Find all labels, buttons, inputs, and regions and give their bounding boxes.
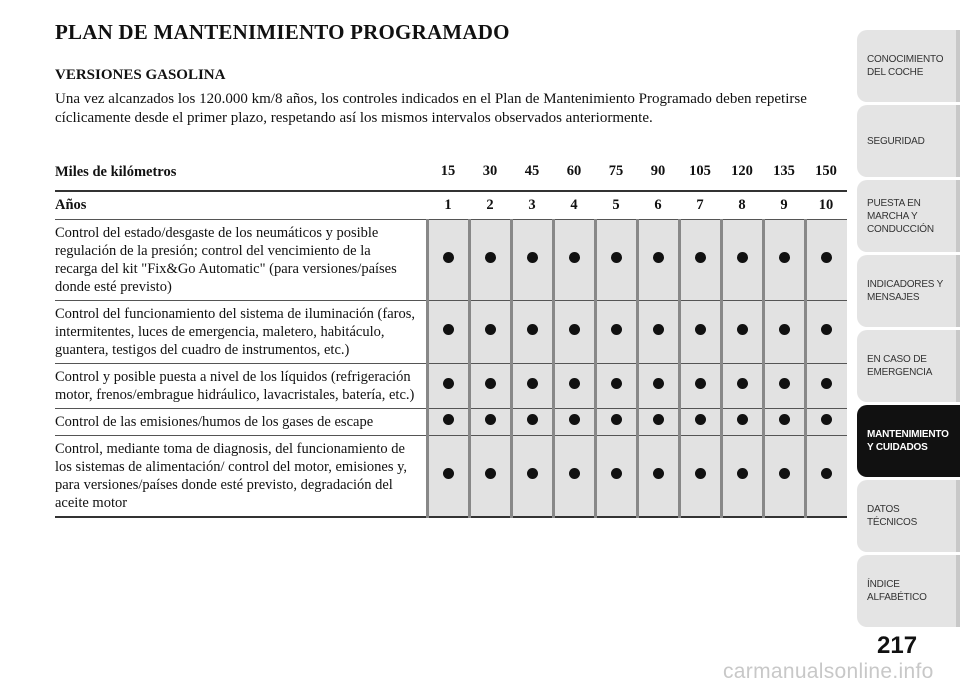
task-cell	[805, 408, 847, 435]
km-header-row	[55, 153, 847, 191]
task-cell	[805, 219, 847, 300]
task-cell	[511, 435, 553, 517]
km-value: 15	[440, 163, 456, 179]
task-cell	[721, 435, 763, 517]
year-value: 10	[805, 191, 847, 219]
check-dot-icon	[653, 414, 664, 425]
chapter-tab[interactable]: PUESTA EN MARCHA Y CONDUCCIÓN	[857, 180, 960, 252]
task-cell	[721, 219, 763, 300]
check-dot-icon	[569, 414, 580, 425]
task-cell	[511, 408, 553, 435]
page-number: 217	[877, 632, 918, 659]
table-row	[55, 408, 847, 435]
check-dot-icon	[569, 324, 580, 335]
year-value: 1	[427, 191, 469, 219]
task-cell	[637, 300, 679, 363]
task-cell	[595, 363, 637, 408]
check-dot-icon	[443, 468, 454, 479]
task-cell	[553, 219, 595, 300]
task-label: Control del estado/desgaste de los neumáticos y posible regulación de la presión; control del vencimiento de la recarga del kit "Fix&Go Automatic" (para versiones/países donde esté previsto)	[55, 219, 427, 300]
check-dot-icon	[821, 252, 832, 263]
task-label: Control, mediante toma de diagnosis, del funcionamiento de los sistemas de alimentación/ control del motor, emisiones y, para versiones/países donde esté previsto, degradación del aceite motor	[55, 435, 427, 517]
task-cell	[679, 435, 721, 517]
check-dot-icon	[527, 378, 538, 389]
task-cell	[595, 219, 637, 300]
check-dot-icon	[485, 414, 496, 425]
km-value: 120	[731, 163, 753, 179]
year-value: 9	[763, 191, 805, 219]
year-value: 4	[553, 191, 595, 219]
year-value: 7	[679, 191, 721, 219]
km-value: 45	[524, 163, 540, 179]
check-dot-icon	[821, 324, 832, 335]
check-dot-icon	[695, 414, 706, 425]
task-cell	[637, 408, 679, 435]
task-cell	[637, 435, 679, 517]
task-cell	[553, 363, 595, 408]
year-value: 6	[637, 191, 679, 219]
check-dot-icon	[485, 468, 496, 479]
chapter-tab[interactable]: CONOCIMIENTO DEL COCHE	[857, 30, 960, 102]
check-dot-icon	[485, 252, 496, 263]
year-value: 8	[721, 191, 763, 219]
years-label: Años	[55, 191, 427, 219]
check-dot-icon	[611, 414, 622, 425]
km-value: 90	[650, 163, 666, 179]
task-cell	[511, 300, 553, 363]
task-cell	[763, 219, 805, 300]
chapter-tab[interactable]: DATOS TÉCNICOS	[857, 480, 960, 552]
section-subtitle: VERSIONES GASOLINA	[55, 67, 226, 83]
chapter-tab[interactable]: MANTENIMIENTO Y CUIDADOS	[857, 405, 960, 477]
check-dot-icon	[527, 468, 538, 479]
check-dot-icon	[611, 468, 622, 479]
km-value: 150	[815, 163, 837, 179]
check-dot-icon	[737, 378, 748, 389]
task-cell	[637, 219, 679, 300]
check-dot-icon	[779, 414, 790, 425]
km-label: Miles de kilómetros	[55, 163, 177, 180]
chapter-tab[interactable]: INDICADORES Y MENSAJES	[857, 255, 960, 327]
year-value: 5	[595, 191, 637, 219]
check-dot-icon	[485, 324, 496, 335]
task-cell	[595, 300, 637, 363]
check-dot-icon	[485, 378, 496, 389]
task-cell	[595, 408, 637, 435]
task-cell	[469, 435, 511, 517]
check-dot-icon	[653, 252, 664, 263]
km-value: 75	[608, 163, 624, 179]
check-dot-icon	[611, 378, 622, 389]
check-dot-icon	[779, 378, 790, 389]
check-dot-icon	[821, 468, 832, 479]
check-dot-icon	[443, 252, 454, 263]
year-value: 3	[511, 191, 553, 219]
table-row	[55, 219, 847, 300]
check-dot-icon	[443, 324, 454, 335]
check-dot-icon	[779, 252, 790, 263]
task-cell	[469, 300, 511, 363]
task-cell	[679, 408, 721, 435]
check-dot-icon	[443, 378, 454, 389]
km-value: 60	[566, 163, 582, 179]
task-cell	[679, 219, 721, 300]
task-cell	[637, 363, 679, 408]
check-dot-icon	[527, 414, 538, 425]
intro-paragraph: Una vez alcanzados los 120.000 km/8 años, los controles indicados en el Plan de Mantenimiento Programado deben repetirse cíclicamente desde el primer plazo, respetando así los mismos intervalos observados anteriormente.	[55, 91, 807, 126]
task-label: Control de las emisiones/humos de los gases de escape	[55, 408, 427, 435]
chapter-tab[interactable]: ÍNDICE ALFABÉTICO	[857, 555, 960, 627]
check-dot-icon	[779, 468, 790, 479]
task-cell	[679, 300, 721, 363]
check-dot-icon	[779, 324, 790, 335]
watermark: carmanualsonline.info	[723, 660, 934, 683]
task-cell	[805, 435, 847, 517]
km-value: 30	[482, 163, 498, 179]
check-dot-icon	[695, 324, 706, 335]
chapter-tabs	[857, 30, 960, 630]
check-dot-icon	[653, 324, 664, 335]
task-cell	[721, 408, 763, 435]
table-row	[55, 363, 847, 408]
check-dot-icon	[821, 414, 832, 425]
check-dot-icon	[611, 324, 622, 335]
task-cell	[553, 408, 595, 435]
check-dot-icon	[611, 252, 622, 263]
check-dot-icon	[569, 378, 580, 389]
task-cell	[427, 300, 469, 363]
table-row	[55, 435, 847, 517]
task-cell	[511, 219, 553, 300]
task-label: Control y posible puesta a nivel de los líquidos (refrigeración motor, frenos/embrague hidráulico, lavacristales, batería, etc.)	[55, 363, 427, 408]
task-cell	[553, 300, 595, 363]
km-value: 135	[773, 163, 795, 179]
task-cell	[553, 435, 595, 517]
task-cell	[763, 300, 805, 363]
task-cell	[427, 435, 469, 517]
years-header-row	[55, 191, 847, 219]
chapter-tab[interactable]: SEGURIDAD	[857, 105, 960, 177]
task-cell	[763, 408, 805, 435]
check-dot-icon	[737, 414, 748, 425]
check-dot-icon	[443, 414, 454, 425]
task-cell	[469, 408, 511, 435]
task-cell	[763, 363, 805, 408]
check-dot-icon	[695, 252, 706, 263]
check-dot-icon	[527, 324, 538, 335]
check-dot-icon	[737, 252, 748, 263]
km-value: 105	[689, 163, 711, 179]
task-cell	[679, 363, 721, 408]
task-cell	[469, 219, 511, 300]
task-cell	[763, 435, 805, 517]
check-dot-icon	[569, 468, 580, 479]
check-dot-icon	[653, 378, 664, 389]
check-dot-icon	[695, 378, 706, 389]
task-cell	[721, 363, 763, 408]
task-label: Control del funcionamiento del sistema de iluminación (faros, intermitentes, luces de emergencia, maletero, habitáculo, guantera, testigos del cuadro de instrumentos, etc.)	[55, 300, 427, 363]
task-cell	[595, 435, 637, 517]
task-cell	[805, 363, 847, 408]
task-cell	[427, 363, 469, 408]
table-row	[55, 300, 847, 363]
task-cell	[805, 300, 847, 363]
chapter-tab[interactable]: EN CASO DE EMERGENCIA	[857, 330, 960, 402]
year-value: 2	[469, 191, 511, 219]
task-cell	[721, 300, 763, 363]
check-dot-icon	[737, 324, 748, 335]
check-dot-icon	[737, 468, 748, 479]
check-dot-icon	[527, 252, 538, 263]
task-cell	[427, 408, 469, 435]
task-cell	[469, 363, 511, 408]
task-cell	[511, 363, 553, 408]
maintenance-table	[55, 153, 847, 518]
check-dot-icon	[569, 252, 580, 263]
check-dot-icon	[821, 378, 832, 389]
task-cell	[427, 219, 469, 300]
page-title: PLAN DE MANTENIMIENTO PROGRAMADO	[55, 20, 510, 44]
check-dot-icon	[695, 468, 706, 479]
check-dot-icon	[653, 468, 664, 479]
